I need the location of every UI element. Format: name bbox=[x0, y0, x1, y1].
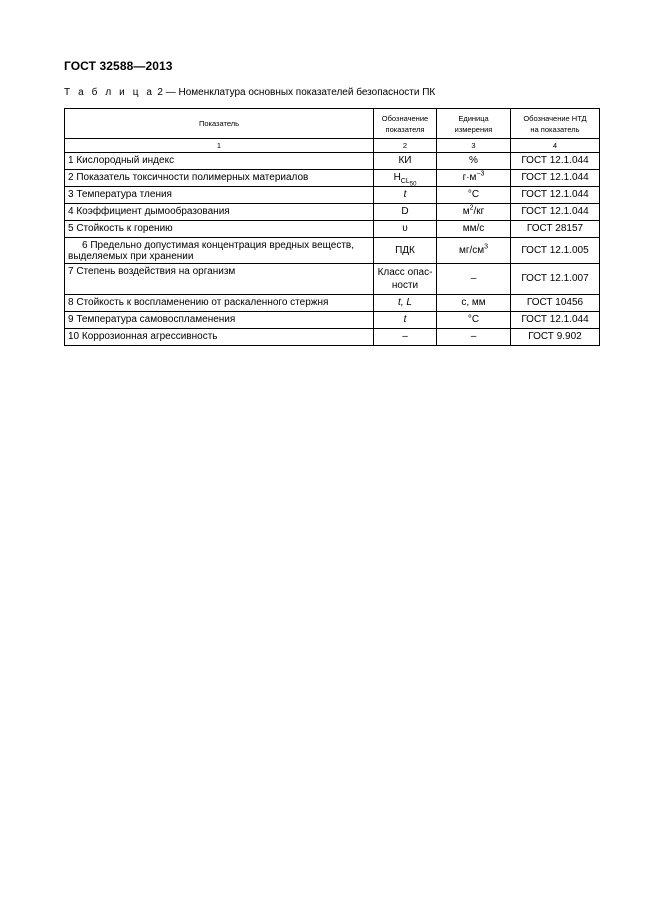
indicator-symbol: КИ bbox=[374, 153, 437, 170]
header-symbol: Обозначение показателя bbox=[374, 109, 437, 139]
indicator-name: 2 Показатель токсичности полимерных материалов bbox=[65, 170, 374, 187]
column-number: 2 bbox=[374, 139, 437, 153]
table-caption bbox=[64, 87, 435, 98]
indicator-unit: % bbox=[437, 153, 511, 170]
indicator-symbol: t, L bbox=[374, 295, 437, 312]
indicator-ntd: ГОСТ 28157 bbox=[511, 221, 600, 238]
indicator-ntd: ГОСТ 9.902 bbox=[511, 329, 600, 346]
indicator-symbol: υ bbox=[374, 221, 437, 238]
indicator-unit: мм/с bbox=[437, 221, 511, 238]
indicator-name: 7 Степень воздействия на организм bbox=[65, 264, 374, 295]
indicator-symbol: $H_{CL_{50}}$ bbox=[374, 170, 437, 187]
table-row bbox=[65, 221, 600, 238]
column-number-row bbox=[65, 139, 600, 153]
table-row bbox=[65, 153, 600, 170]
header-indicator: Показатель bbox=[65, 109, 374, 139]
table-caption-text: 2 — Номенклатура основных показателей безопасности ПК bbox=[157, 87, 436, 98]
indicator-unit: $г\cdot м^{-3}$ bbox=[437, 170, 511, 187]
indicator-ntd: ГОСТ 10456 bbox=[511, 295, 600, 312]
column-number: 4 bbox=[511, 139, 600, 153]
indicator-ntd: ГОСТ 12.1.044 bbox=[511, 153, 600, 170]
standard-designation: ГОСТ 32588—2013 bbox=[64, 59, 173, 73]
indicator-name: 9 Температура самовоспламенения bbox=[65, 312, 374, 329]
indicator-symbol: ПДК bbox=[374, 238, 437, 264]
table-row bbox=[65, 238, 600, 264]
indicator-unit: $м^2/кг$ bbox=[437, 204, 511, 221]
table-row bbox=[65, 204, 600, 221]
indicator-symbol: D bbox=[374, 204, 437, 221]
indicator-name: 8 Стойкость к воспламенению от раскаленного стержня bbox=[65, 295, 374, 312]
indicator-ntd: ГОСТ 12.1.044 bbox=[511, 312, 600, 329]
indicator-symbol: – bbox=[374, 329, 437, 346]
indicator-ntd: ГОСТ 12.1.044 bbox=[511, 170, 600, 187]
indicator-ntd: ГОСТ 12.1.044 bbox=[511, 204, 600, 221]
column-number: 1 bbox=[65, 139, 374, 153]
indicator-symbol: t bbox=[374, 187, 437, 204]
table-row bbox=[65, 170, 600, 187]
safety-indicators-table bbox=[64, 108, 600, 346]
indicator-symbol: Класс опас- ности bbox=[374, 264, 437, 295]
table-row bbox=[65, 295, 600, 312]
indicator-unit: $мг/см^3$ bbox=[437, 238, 511, 264]
table-row bbox=[65, 329, 600, 346]
indicator-ntd: ГОСТ 12.1.007 bbox=[511, 264, 600, 295]
header-ntd: Обозначение НТД на показатель bbox=[511, 109, 600, 139]
indicator-symbol: t bbox=[374, 312, 437, 329]
indicator-unit: – bbox=[437, 329, 511, 346]
indicator-unit: с, мм bbox=[437, 295, 511, 312]
indicator-name: 10 Коррозионная агрессивность bbox=[65, 329, 374, 346]
table-row bbox=[65, 312, 600, 329]
indicator-name: 3 Температура тления bbox=[65, 187, 374, 204]
indicator-ntd: ГОСТ 12.1.005 bbox=[511, 238, 600, 264]
indicator-ntd: ГОСТ 12.1.044 bbox=[511, 187, 600, 204]
table-caption-label: Т а б л и ц а bbox=[64, 87, 155, 98]
column-number: 3 bbox=[437, 139, 511, 153]
indicator-name: 1 Кислородный индекс bbox=[65, 153, 374, 170]
table-row bbox=[65, 187, 600, 204]
indicator-name: 5 Стойкость к горению bbox=[65, 221, 374, 238]
indicator-unit: – bbox=[437, 264, 511, 295]
table-row bbox=[65, 264, 600, 295]
indicator-unit: °С bbox=[437, 187, 511, 204]
table-header-row bbox=[65, 109, 600, 139]
indicator-name: 4 Коэффициент дымообразования bbox=[65, 204, 374, 221]
indicator-name: 6 Предельно допустимая концентрация вредных веществ, выделяемых при хранении bbox=[65, 238, 374, 264]
header-unit: Единица измерения bbox=[437, 109, 511, 139]
indicator-unit: °С bbox=[437, 312, 511, 329]
